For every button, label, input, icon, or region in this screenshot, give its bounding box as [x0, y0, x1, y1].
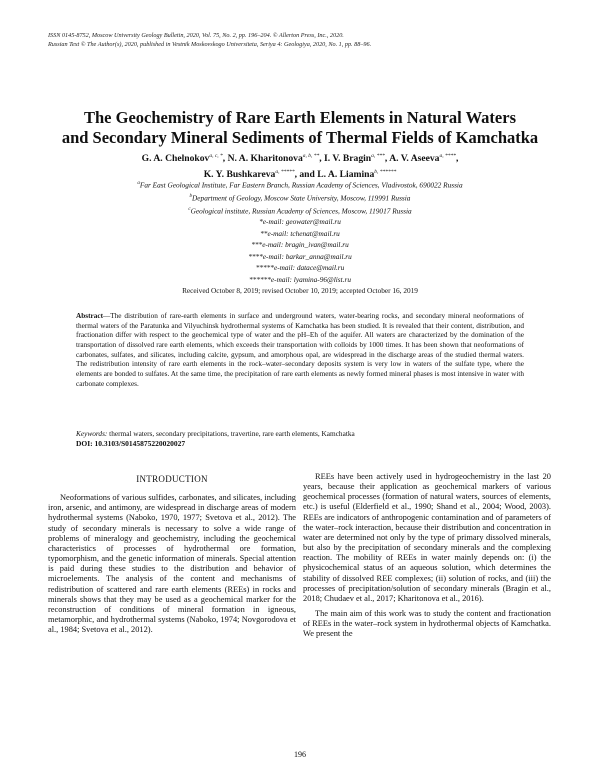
- author-name: G. A. Chelnokov: [141, 153, 210, 165]
- author-marks: a, ****: [439, 153, 456, 159]
- email-line: **e-mail: tchenat@mail.ru: [260, 228, 340, 238]
- abstract-label: Abstract: [76, 312, 103, 320]
- email-line: ******e-mail: lyamina-96@list.ru: [249, 274, 351, 284]
- keywords-label: Keywords:: [76, 429, 108, 438]
- keywords-text: thermal waters, secondary precipitations, travertine, rare earth elements, Kamchatka: [107, 429, 355, 438]
- author-name: L. A. Liamina: [317, 168, 375, 180]
- paragraph: REEs have been actively used in hydrogeochemistry in the last 20 years, because their application as geochemical markers of various geochemical processes (formation of natural waters, sources of elements, etc.) is useful (Elderfield et al., 1990; Shand et al., 2004; Wood, 2003). REEs are indicators of anthropogenic contamination and of parameters of the water–rock interaction, because their distribution and concentration in water are determined not only by the type of primary dissolved minerals, but also by the precipitation of secondary minerals and the complexing reaction. The mobility of REEs in water mainly depends on: (i) the physicochemical status of an aqueous solution, which determines the stability of dissolved REE complexes; (ii) solution of rocks, and (iii) the processes of precipitation/solution of secondary minerals (Bragin et al., 2018; Chudaev et al., 2017; Kharitonova et al., 2016).: [303, 472, 551, 603]
- title-line-2: and Secondary Mineral Sediments of Thermal Fields of Kamchatka: [61, 128, 539, 147]
- journal-header-line-1: ISSN 0145-8752, Moscow University Geology Bulletin, 2020, Vol. 75, No. 2, pp. 196–204. © Allerton Press, Inc., 2020.: [48, 32, 344, 39]
- affiliation-a: $^a$Far East Geological Institute, Far Eastern Branch, Russian Academy of Sciences, Vladivostok, 690022 Russia: [137, 180, 463, 190]
- author-name: I. V. Bragin: [324, 153, 372, 165]
- email-line: *****e-mail: datace@mail.ru: [255, 263, 345, 273]
- affiliation-c: $^c$Geological institute, Russian Academy of Sciences, Moscow, 119017 Russia: [188, 206, 412, 216]
- right-column: [303, 472, 551, 640]
- author-marks: a, *****: [275, 168, 295, 175]
- author-marks: a, b, **: [302, 153, 320, 159]
- email-line: *e-mail: geowater@mail.ru: [259, 217, 341, 227]
- title-line-1: The Geochemistry of Rare Earth Elements in Natural Waters: [84, 108, 516, 127]
- abstract: [76, 312, 524, 389]
- doi: DOI: 10.3103/S0145875220020027: [76, 439, 186, 448]
- affiliation-b: $^b$Department of Geology, Moscow State University, Moscow, 119991 Russia: [189, 193, 411, 203]
- affiliations: [40, 178, 560, 296]
- page-number: 196: [294, 750, 306, 759]
- email-line: ****e-mail: barkar_anna@mail.ru: [248, 251, 352, 261]
- left-column: [48, 472, 296, 635]
- author-marks: a, ***: [371, 153, 385, 159]
- author-list: [40, 150, 560, 181]
- author-line-1: G. A. Chelnokov$^{a, c, *}$, N. A. Kharitonova$^{a, b, **}$, I. V. Bragin$^{a, ***}$, A. V. Aseeva$^{a, ****}$,: [141, 153, 459, 165]
- paragraph: The main aim of this work was to study the content and fractionation of REEs in the water–rock system in hydrothermal objects of Kamchatka. We present the: [303, 609, 551, 639]
- article-title: [40, 108, 560, 148]
- section-heading: INTRODUCTION: [136, 474, 208, 484]
- author-line-2: K. Y. Bushkareva$^{a, *****}$, and L. A. Liamina$^{b, ******}$: [203, 168, 397, 180]
- author-name: N. A. Kharitonova: [227, 153, 303, 165]
- author-marks: b, ******: [374, 168, 397, 175]
- author-marks: a, c, *: [209, 153, 223, 159]
- author-name: K. Y. Bushkareva: [203, 168, 276, 180]
- paragraph: Neoformations of various sulfides, carbonates, and silicates, including iron, arsenic, and antimony, are widespread in discharge areas of modern hydrothermal systems (Naboko, 1970, 1977; Svetova et al., 2012). The study of secondary minerals is necessary to solve a wide range of problems of mineralogy and geochemistry, including the geochemical characteristics of processes of hydrothermal ore formation, typomorphism, and the genetic information of minerals. Special attention is paid during these studies to the distribution and behavior of microelements. The analysis of the content and mechanisms of redistribution of scattered and rare earth elements (REEs) in rocks and minerals shows that they may be used as a geochemical marker for the reconstruction of conditions of mineral formation in igneous, metamorphic, and hydrothermal systems (Naboko, 1974; Novgorodova et al., 1984; Svetova et al., 2012).: [48, 493, 296, 635]
- email-line: ***e-mail: bragin_ivan@mail.ru: [251, 240, 349, 250]
- received-dates: Received October 8, 2019; revised October 10, 2019; accepted October 16, 2019: [182, 285, 418, 295]
- abstract-text: —The distribution of rare-earth elements in surface and underground waters, water-bearing rocks, and secondary mineral neoformations of thermal waters of the Paratunka and Vilyuchinsk hydrothermal systems of Kamchatka has been studied. It is revealed that their content, distribution, and fractionation differ with respect to the geochemical type of water and the pH–Eh of the aquifer. All waters are characterized by the domination of the transportation of dissolved rare earth elements, which exceeds their transportation with colloids by 1000 times. It has been shown that neoformations of carbonates, sulfates, and silicates, including calcite, gypsum, and amorphous opal, are widespread in the discharge areas of the studied thermal waters. The redistribution intensity of rare earth elements in the rock–water–secondary deposits system is very low in waters of the sulfate type, where the elements are bonded to sulfates. At the same time, the precipitation of rare earth elements as newly formed mineral phases is most intensive in water with carbonate complexes.: [76, 312, 524, 388]
- author-name: A. V. Aseeva: [389, 153, 440, 165]
- keywords: [76, 429, 524, 439]
- journal-header-line-2: Russian Text © The Author(s), 2020, published in Vestnik Moskovskogo Universiteta, Seriya 4: Geologiya, 2020, No. 1, pp. 88–96.: [48, 40, 372, 48]
- journal-header: [48, 32, 371, 49]
